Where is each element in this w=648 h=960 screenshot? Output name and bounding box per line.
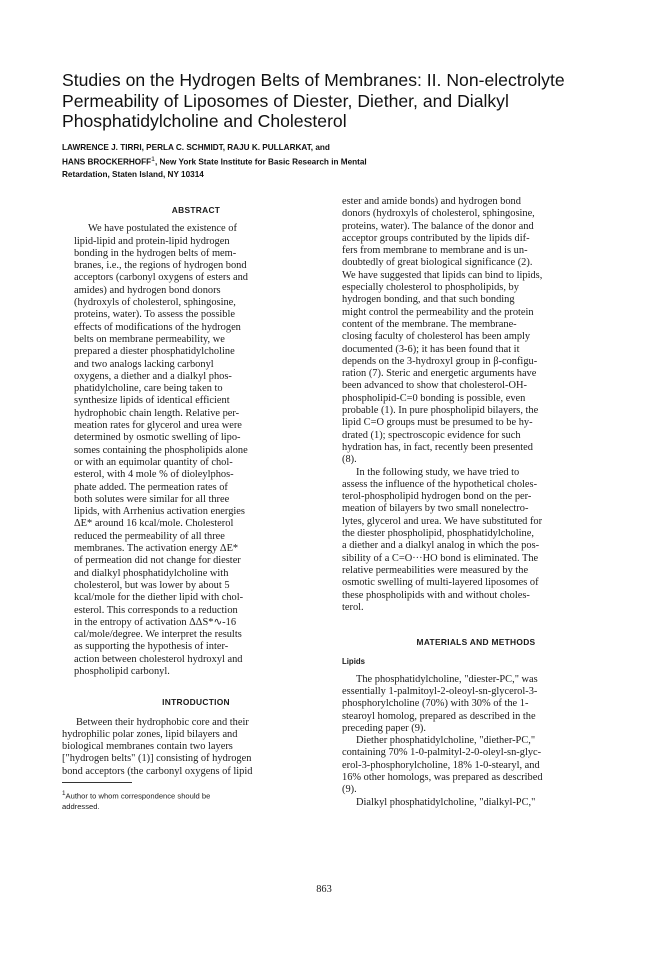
text-line: effects of modifications of the hydrogen	[74, 321, 241, 333]
text-line: content of the membrane. The membrane-	[342, 318, 517, 330]
text-line: erol-3-phosphorylcholine, 18% 1-0-stearyl, and	[342, 759, 540, 771]
text-line: probable (1). In pure phospholipid bilayers, the	[342, 405, 539, 417]
methods-heading: MATERIALS AND METHODS	[416, 637, 536, 648]
text-line: the diester phospholipid, phosphatidylcholine,	[342, 528, 534, 540]
text-line: lipid-lipid and protein-lipid hydrogen	[74, 235, 230, 247]
text-line: proteins, water). To assess the possible	[74, 309, 235, 321]
text-line: synthesize lipids of identical efficient	[74, 395, 230, 407]
text-line: of permeation did not change for diester	[74, 555, 241, 567]
text-line: action between cholesterol hydroxyl and	[74, 653, 243, 665]
body-paragraph	[342, 674, 610, 735]
text-line: ["hydrogen belts" (1)] consisting of hydrogen	[62, 753, 252, 765]
text-line: depends on the 3-hydroxyl group in β-configu-	[342, 355, 538, 367]
text-line: phate added. The permeation rates of	[74, 481, 228, 493]
text-line: osmotic swelling of multi-layered liposomes of	[342, 577, 539, 589]
text-line: especially cholesterol to phospholipids, by	[342, 282, 519, 294]
right-column	[342, 196, 610, 809]
text-line: lipid C=O groups must be presumed to be hy-	[342, 417, 533, 429]
text-line: reduced the permeability of all three	[74, 530, 225, 542]
text-line: hydrophobic chain length. Relative per-	[74, 407, 240, 419]
text-line: branes, i.e., the regions of hydrogen bond	[74, 260, 247, 272]
title-line: Phosphatidylcholine and Cholesterol	[62, 111, 347, 131]
text-line: amides) and hydrogen bond donors	[74, 284, 221, 296]
text-line: acceptors (carbonyl oxygens of esters and	[74, 272, 248, 284]
text-line: kcal/mole for the diether lipid with chol-	[74, 592, 244, 604]
abstract-body	[74, 223, 318, 678]
text-line: Between their hydrophobic core and their	[76, 716, 249, 728]
text-line: hydrogen bonding, and that such bonding	[342, 294, 515, 306]
text-line: fers from membrane to membrane and is un-	[342, 245, 528, 257]
text-line: We have postulated the existence of	[88, 223, 237, 235]
text-line: meation of bilayers by two small nonelectro-	[342, 503, 529, 515]
text-line: We have suggested that lipids can bind to lipids,	[342, 269, 543, 281]
body-paragraph	[342, 797, 610, 809]
text-line: membranes. The activation energy ΔE*	[74, 543, 239, 555]
text-line: phosphorylcholine (70%) with 30% of the 1-	[342, 698, 529, 710]
text-line: terol-phospholipid hydrogen bond on the per-	[342, 491, 532, 503]
text-line: proteins, water). The balance of the donor and	[342, 220, 534, 232]
introduction-body	[62, 717, 330, 778]
text-line: or with an equimolar quantity of chol-	[74, 456, 233, 468]
text-line: drated (1); spectroscopic evidence for such	[342, 429, 521, 441]
text-line: sibility of a C=O···HO bond is eliminated. The	[342, 552, 539, 564]
text-line: Dialkyl phosphatidylcholine, "dialkyl-PC,"	[356, 796, 536, 808]
text-line: 16% other homologs, was prepared as described	[342, 772, 543, 784]
text-line: phospholipid-C=0 bonding is possible, even	[342, 392, 526, 404]
body-paragraph	[342, 196, 610, 467]
text-line: biological membranes contain two layers	[62, 741, 233, 753]
text-line: both solutes were similar for all three	[74, 493, 230, 505]
text-line: acceptor groups contributed by the lipids dif-	[342, 232, 530, 244]
text-line: essentially 1-palmitoyl-2-oleoyl-sn-glycerol-3-	[342, 685, 538, 697]
text-line: phospholipid carbonyl.	[74, 665, 170, 677]
text-line: bonding in the hydrogen belts of mem-	[74, 247, 237, 259]
text-line: somes containing the phospholipids alone	[74, 444, 248, 456]
text-line: Diether phosphatidylcholine, "diether-PC,"	[356, 735, 536, 747]
text-line: cholesterol, but was lower by about 5	[74, 579, 230, 591]
text-line: and two analogs lacking carbonyl	[74, 358, 214, 370]
text-line: preceding paper (9).	[342, 722, 426, 734]
corresponding-author: HANS BROCKERHOFF	[62, 157, 152, 167]
text-line: In the following study, we have tried to	[356, 466, 520, 478]
text-line: determined by osmotic swelling of lipo-	[74, 432, 241, 444]
text-line: hydrophilic polar zones, lipid bilayers and	[62, 728, 238, 740]
footnote-text: addressed.	[62, 802, 100, 812]
text-line: assess the influence of the hypothetical choles-	[342, 478, 538, 490]
introduction-heading: INTRODUCTION	[162, 697, 230, 708]
text-line: cal/mole/degree. We interpret the results	[74, 629, 242, 641]
text-line: been advanced to show that cholesterol-OH-	[342, 380, 527, 392]
page-number: 863	[316, 884, 332, 895]
text-line: hydration has, in fact, recently been presented	[342, 441, 533, 453]
text-line: might control the permeability and the protein	[342, 306, 534, 318]
authors-line	[62, 169, 622, 181]
text-line: in the entropy of activation ΔΔS*∿-16	[74, 616, 237, 628]
abstract-heading: ABSTRACT	[171, 205, 221, 215]
text-line: terol.	[342, 601, 364, 613]
text-line: a diether and a dialkyl analog in which the pos-	[342, 540, 540, 552]
text-line: as supporting the hypothesis of inter-	[74, 641, 229, 653]
text-line: esterol. This corresponds to a reduction	[74, 604, 238, 616]
text-line: donors (hydroxyls of cholesterol, sphingosine,	[342, 208, 535, 220]
text-line: esterol, with 4 mole % of dioleylphos-	[74, 469, 234, 481]
text-line: documented (3-6); it has been found that it	[342, 343, 520, 355]
text-line: and dialkyl phosphatidylcholine with	[74, 567, 229, 579]
text-line: (9).	[342, 784, 357, 796]
footnote	[62, 789, 330, 813]
text-line: stearoyl homolog, prepared as described in the	[342, 710, 536, 722]
text-line: closing faculty of cholesterol has been amply	[342, 331, 531, 343]
affiliation: , New York State Institute for Basic Research in Mental	[154, 157, 367, 167]
text-line: prepared a diester phosphatidylcholine	[74, 346, 235, 358]
text-line: ΔE* around 16 kcal/mole. Cholesterol	[74, 518, 234, 530]
article-title	[62, 70, 602, 132]
text-line: containing 70% 1-0-palmityl-2-0-oleyl-sn-glyc-	[342, 747, 542, 759]
text-line: ester and amide bonds) and hydrogen bond	[342, 196, 521, 207]
left-column	[62, 196, 330, 813]
text-line: belts on membrane permeability, we	[74, 333, 225, 345]
text-line: bond acceptors (the carbonyl oxygens of lipid	[62, 765, 253, 777]
author-block	[62, 142, 622, 181]
text-line: meation rates for glycerol and urea were	[74, 420, 242, 432]
authors-line: LAWRENCE J. TIRRI, PERLA C. SCHMIDT, RAJU K. PULLARKAT, and	[62, 143, 330, 152]
body-paragraph	[342, 735, 610, 796]
text-line: these phospholipids with and without choles-	[342, 589, 530, 601]
authors-line	[62, 154, 622, 169]
title-line: Permeability of Liposomes of Diester, Diether, and Dialkyl	[62, 90, 509, 111]
text-line: doubtedly of great biological significance (2).	[342, 257, 533, 269]
text-line: relative permeabilities were measured by the	[342, 564, 529, 576]
footnote-number: 1	[62, 790, 66, 798]
text-line: ration (7). Steric and energetic arguments have	[342, 368, 537, 380]
footnote-marker: 1	[151, 156, 155, 163]
lipids-subheading: Lipids	[342, 657, 365, 667]
body-paragraph	[342, 467, 610, 615]
title-line: Studies on the Hydrogen Belts of Membranes: II. Non-electrolyte	[62, 70, 565, 90]
text-line: (8).	[342, 454, 357, 466]
text-line: (hydroxyls of cholesterol, sphingosine,	[74, 297, 236, 309]
text-line: phatidylcholine, care being taken to	[74, 383, 223, 395]
text-line: oxygens, a diether and a dialkyl phos-	[74, 370, 232, 382]
footnote-text: Author to whom correspondence should be	[65, 791, 211, 801]
affiliation-address: Retardation, Staten Island, NY 10314	[62, 169, 204, 179]
text-line: lipids, with Arrhenius activation energies	[74, 506, 245, 518]
text-line: The phosphatidylcholine, "diester-PC," was	[356, 673, 538, 685]
footnote-divider	[62, 782, 132, 783]
text-line: lytes, glycerol and urea. We have substituted for	[342, 515, 543, 527]
